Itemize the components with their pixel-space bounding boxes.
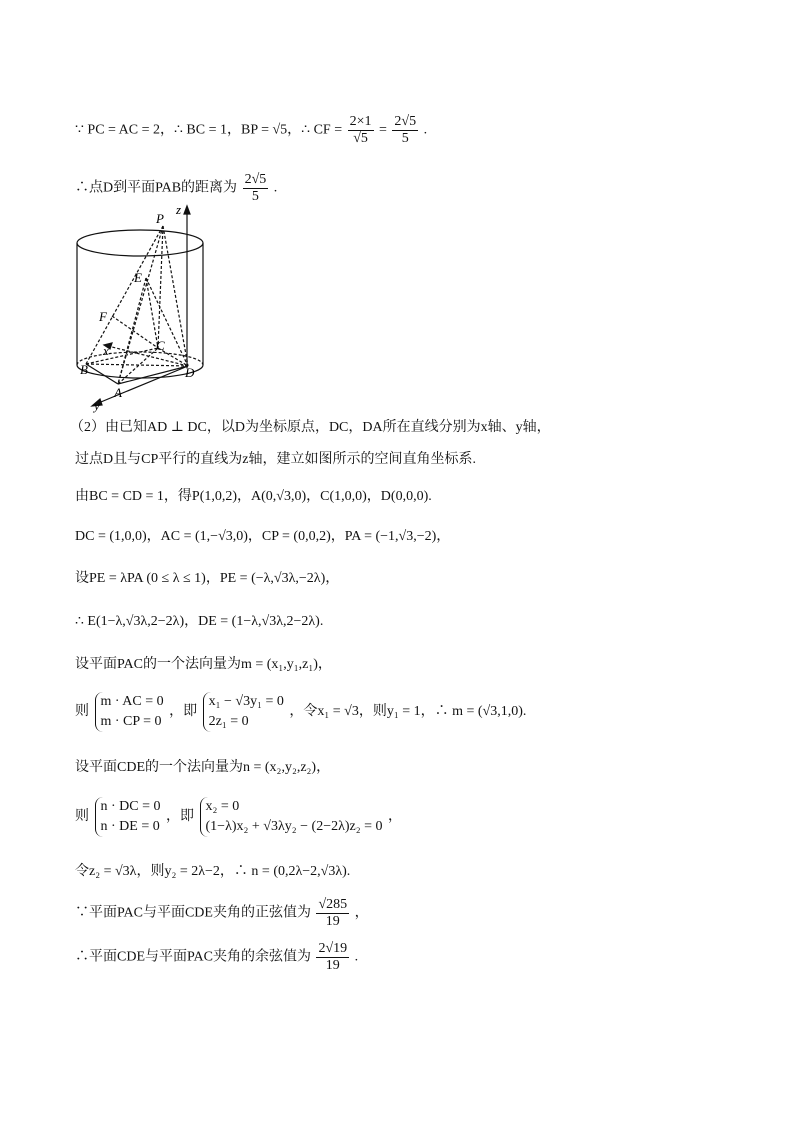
fraction-denominator: 19	[325, 958, 340, 973]
fraction-denominator: 19	[325, 914, 340, 929]
line8-mid: ，即	[169, 704, 198, 720]
fraction-cf-1	[348, 114, 374, 147]
fraction-sine-value	[316, 897, 349, 930]
line10-prefix: 则	[75, 809, 89, 825]
fraction-denominator: 5	[401, 131, 409, 146]
line12-end: ，	[354, 905, 369, 921]
edge-pc	[158, 226, 163, 348]
equals-sign: =	[379, 122, 387, 138]
label-E: E	[134, 270, 142, 285]
system-row: 2z₁ = 0	[208, 714, 249, 729]
fraction-numerator: 2×1	[349, 114, 372, 129]
x-axis	[108, 346, 188, 366]
edge-fc	[112, 316, 158, 348]
line10-mid: ，即	[166, 809, 195, 825]
fraction-numerator: √285	[318, 897, 348, 912]
dashed-edges	[86, 226, 188, 384]
system-of-equations-2	[203, 692, 284, 732]
label-C: C	[156, 338, 165, 353]
fraction-distance	[243, 172, 269, 205]
system-row: x₁ − √3y₁ = 0	[208, 694, 284, 709]
part2-line-9: 设平面CDE的一个法向量为n = (x₂,y₂,z₂)，	[75, 760, 331, 775]
solution-line-1	[75, 114, 427, 147]
system-of-equations-4	[200, 797, 383, 837]
fraction-denominator: √5	[353, 131, 368, 146]
label-A: A	[114, 385, 122, 400]
system-row: m · AC = 0	[100, 694, 164, 709]
part2-line-11: 令z₂ = √3λ，则y₂ = 2λ−2，∴ n = (0,2λ−2,√3λ).	[75, 864, 351, 879]
line10-end: ，	[388, 809, 403, 825]
part2-line-3: 由BC = CD = 1，得P(1,0,2)，A(0,√3,0)，C(1,0,0)，D(0,0,0).	[75, 489, 432, 504]
fraction-cosine-value	[316, 941, 349, 974]
line8-prefix: 则	[75, 704, 89, 720]
part2-line-1: （2）由已知AD ⊥ DC，以D为坐标原点，DC，DA所在直线分别为x轴、y轴，	[70, 420, 551, 435]
cylinder-top-ellipse	[77, 230, 203, 256]
system-row: n · DC = 0	[100, 799, 161, 814]
line-end: .	[423, 122, 428, 138]
system-row: x₂ = 0	[205, 799, 240, 814]
line-end: .	[273, 180, 278, 196]
line13-end: .	[354, 949, 359, 965]
label-z: z	[176, 202, 182, 217]
edge-bd	[86, 364, 188, 366]
system-row: n · DE = 0	[100, 819, 160, 834]
z-axis-arrow	[184, 206, 190, 214]
fraction-cf-2	[392, 114, 418, 147]
fraction-numerator: 2√5	[244, 172, 267, 187]
system-of-equations-1	[95, 692, 164, 732]
part2-line-13	[75, 941, 358, 974]
part2-line-10	[75, 797, 402, 837]
label-D: D	[185, 365, 195, 380]
system-of-equations-3	[95, 797, 161, 837]
line1-prefix: ∵ PC = AC = 2，∴ BC = 1，BP = √5，∴ CF =	[75, 122, 343, 138]
line13-prefix: ∴平面CDE与平面PAC夹角的余弦值为	[75, 949, 311, 965]
part2-line-7: 设平面PAC的一个法向量为m = (x₁,y₁,z₁)，	[75, 657, 332, 672]
label-x: x	[103, 343, 109, 358]
edge-pd	[163, 226, 188, 366]
part2-line-4: DC = (1,0,0)，AC = (1,−√3,0)，CP = (0,0,2)，PA = (−1,√3,−2)，	[75, 529, 451, 544]
label-B: B	[80, 362, 88, 377]
line8-end: ，令x₁ = √3，则y₁ = 1，∴ m = (√3,1,0).	[289, 704, 527, 720]
part2-line-12	[75, 897, 369, 930]
fraction-denominator: 5	[251, 189, 259, 204]
part2-line-6: ∴ E(1−λ,√3λ,2−2λ)，DE = (1−λ,√3λ,2−2λ).	[75, 614, 324, 629]
label-P: P	[156, 211, 164, 226]
part2-line-8	[75, 692, 526, 732]
fraction-numerator: 2√5	[394, 114, 417, 129]
y-axis	[96, 366, 188, 404]
part2-line-2: 过点D且与CP平行的直线为z轴，建立如图所示的空间直角坐标系.	[75, 452, 476, 467]
line12-prefix: ∵平面PAC与平面CDE夹角的正弦值为	[75, 905, 311, 921]
system-row: (1−λ)x₂ + √3λy₂ − (2−2λ)z₂ = 0	[205, 819, 383, 834]
fraction-numerator: 2√19	[318, 941, 348, 956]
edge-pa	[118, 226, 163, 384]
cylinder-figure	[70, 198, 220, 413]
edge-ab	[86, 364, 118, 384]
label-y: y	[94, 398, 100, 413]
part2-line-5: 设PE = λPA (0 ≤ λ ≤ 1)，PE = (−λ,√3λ,−2λ)，	[75, 571, 340, 586]
system-row: m · CP = 0	[100, 714, 162, 729]
line2-prefix: ∴点D到平面PAB的距离为	[75, 180, 238, 196]
label-F: F	[99, 309, 107, 324]
